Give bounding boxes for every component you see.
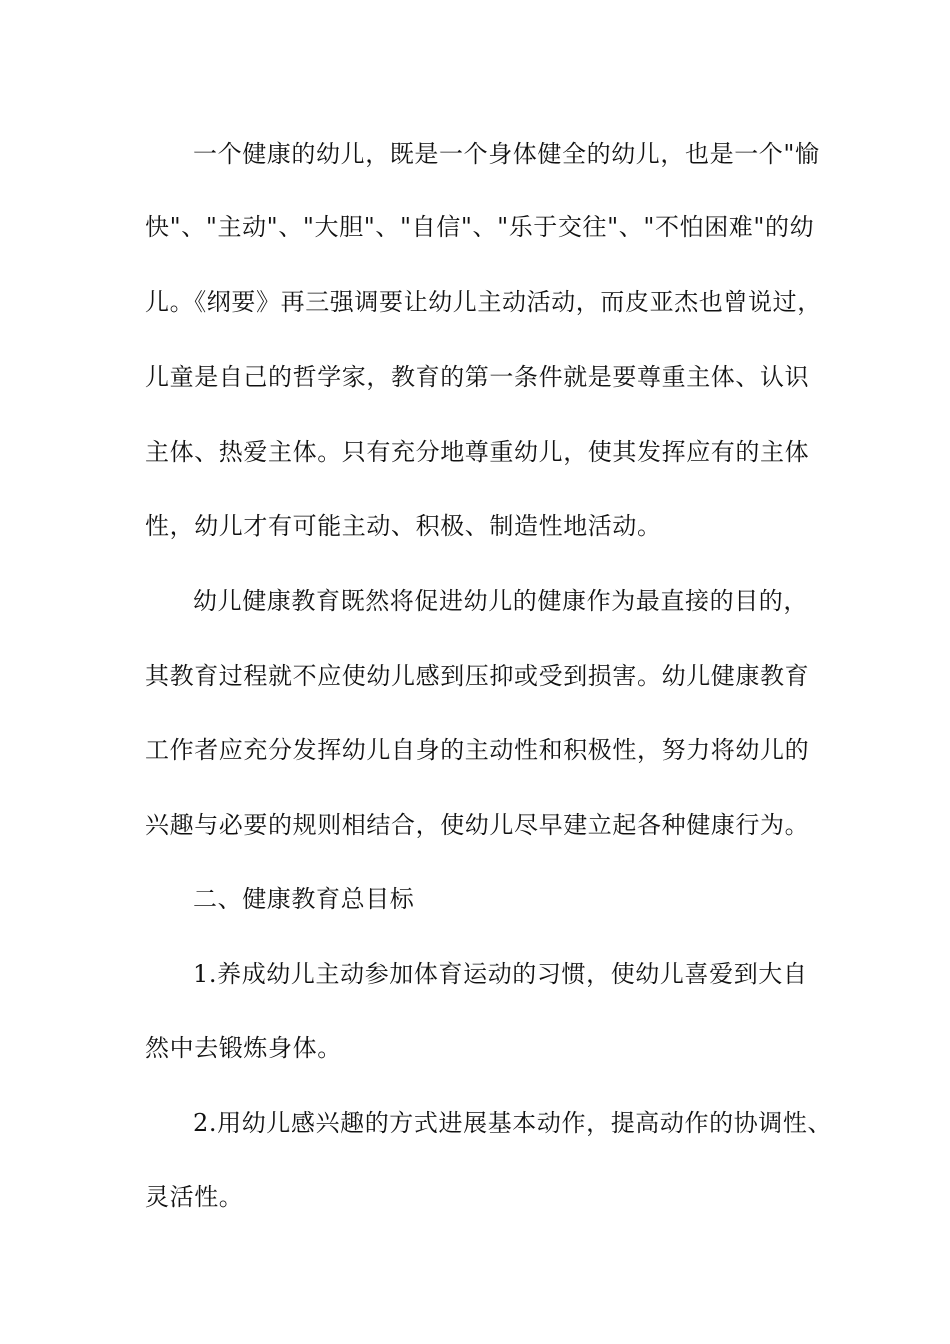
section-heading: 二、健康教育总目标 <box>193 885 415 913</box>
goal-item-2-line-2: 灵活性。 <box>145 1183 244 1211</box>
paragraph-2-line-3: 工作者应充分发挥幼儿自身的主动性和积极性，努力将幼儿的 <box>145 736 810 764</box>
goal-item-1-line-2: 然中去锻炼身体。 <box>145 1034 342 1062</box>
paragraph-2-line-2: 其教育过程就不应使幼儿感到压抑或受到损害。幼儿健康教育 <box>145 662 810 690</box>
paragraph-2-line-4: 兴趣与必要的规则相结合，使幼儿尽早建立起各种健康行为。 <box>145 811 810 839</box>
paragraph-2-line-1: 幼儿健康教育既然将促进幼儿的健康作为最直接的目的， <box>193 587 808 615</box>
paragraph-1-line-4: 儿童是自己的哲学家，教育的第一条件就是要尊重主体、认识 <box>145 363 810 391</box>
paragraph-1-line-2: 快"、"主动"、"大胆"、"自信"、"乐于交往"、"不怕困难"的幼 <box>145 213 815 241</box>
goal-item-2-line-1: 2.用幼儿感兴趣的方式进展基本动作，提高动作的协调性、 <box>193 1109 833 1137</box>
goal-item-1-line-1: 1.养成幼儿主动参加体育运动的习惯，使幼儿喜爱到大自 <box>193 960 808 988</box>
paragraph-1-line-6: 性，幼儿才有可能主动、积极、制造性地活动。 <box>145 512 662 540</box>
paragraph-1-line-5: 主体、热爱主体。只有充分地尊重幼儿，使其发挥应有的主体 <box>145 438 810 466</box>
paragraph-1-line-3: 儿。《纲要》再三强调要让幼儿主动活动，而皮亚杰也曾说过， <box>145 288 822 316</box>
paragraph-1-line-1: 一个健康的幼儿，既是一个身体健全的幼儿，也是一个"愉 <box>193 140 820 168</box>
